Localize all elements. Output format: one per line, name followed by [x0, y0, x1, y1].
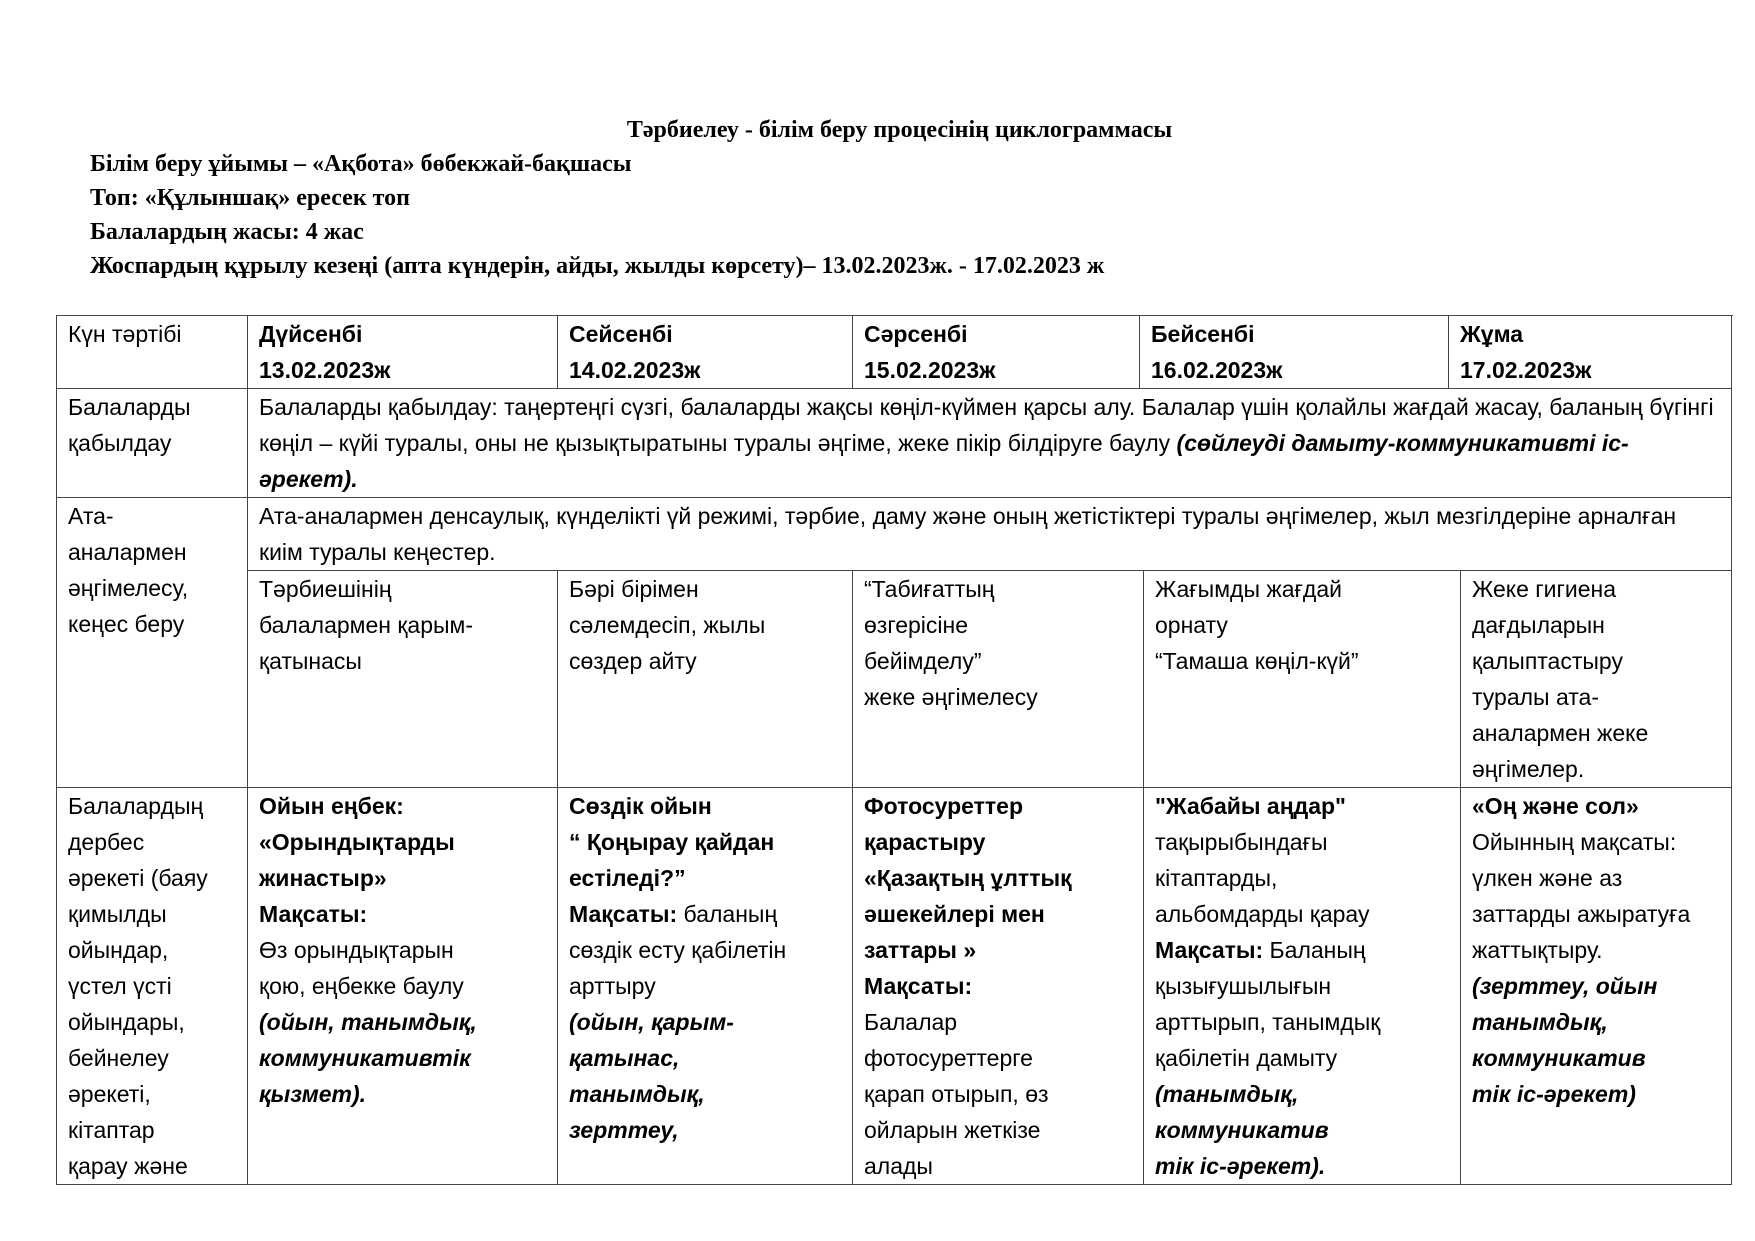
- activity-tuesday: [558, 788, 853, 1185]
- day-name: Сейсенбі: [569, 321, 673, 347]
- day-header-wednesday: [853, 316, 1140, 389]
- organization-line: Білім беру ұйымы – «Ақбота» бөбекжай-бақшасы: [90, 151, 632, 177]
- activity-type: (зерттеу, ойын танымдық, коммуникатив тік іс-әрекет): [1472, 973, 1658, 1107]
- activity-type: (танымдық, коммуникатив тік іс-әрекет).: [1155, 1081, 1329, 1179]
- activity-title: «Оң және сол»: [1472, 793, 1639, 819]
- parents-thursday: Жағымды жағдай орнату “Тамаша көңіл-күй”: [1144, 571, 1461, 788]
- row-label-parents: Ата- аналармен әңгімелесу, кеңес беру: [57, 498, 248, 788]
- activity-text: баланың сөздік есту қабілетін арттыру: [569, 901, 787, 999]
- group-line: Топ: «Құлыншақ» ересек топ: [90, 185, 410, 211]
- activity-goal-label: Мақсаты:: [1155, 937, 1264, 963]
- parents-friday: Жеке гигиена дағдыларын қалыптастыру туралы ата- аналармен жеке әңгімелер.: [1461, 571, 1732, 788]
- reception-text: Балаларды қабылдау: таңертеңгі сүзгі, балаларды жақсы көңіл-күймен қарсы алу. Балалар үшін қолайлы жағдай жасау, баланың бүгінгі көңіл – күйі туралы, оны не қызықтыратыны туралы әңгіме, жеке пікір білдіруге баулу: [259, 394, 1714, 456]
- day-name: Сәрсенбі: [864, 321, 968, 347]
- row-label-reception: Балаларды қабылдау: [57, 389, 248, 498]
- day-date: 15.02.2023ж: [864, 357, 996, 383]
- corner-label: Күн тәртібі: [57, 316, 248, 389]
- parents-tuesday: Бәрі бірімен сәлемдесіп, жылы сөздер айту: [558, 571, 853, 788]
- period-line: Жоспардың құрылу кезеңі (апта күндерін, айды, жылды көрсету)– 13.02.2023ж. - 17.02.2023 ж: [90, 253, 1105, 279]
- day-date: 13.02.2023ж: [259, 357, 391, 383]
- activity-title: Фотосуреттер қарастыру «Қазақтың ұлттық әшекейлері мен заттары » Мақсаты:: [864, 793, 1072, 999]
- day-date: 17.02.2023ж: [1460, 357, 1592, 383]
- activity-text: тақырыбындағы кітаптарды, альбомдарды қарау: [1155, 829, 1370, 927]
- activity-title: "Жабайы аңдар": [1155, 793, 1346, 819]
- activity-thursday: [1144, 788, 1461, 1185]
- activity-text: Баланың қызығушылығын арттырып, танымдық қабілетін дамыту: [1155, 937, 1381, 1071]
- activity-type: (ойын, танымдық, коммуникативтік қызмет).: [259, 1009, 477, 1107]
- activity-text: Балалар фотосуреттерге қарап отырып, өз ойларын жеткізе алады: [864, 1009, 1049, 1179]
- day-header-monday: [248, 316, 558, 389]
- day-date: 16.02.2023ж: [1151, 357, 1283, 383]
- activity-title: Ойын еңбек: «Орындықтарды жинастыр» Мақсаты:: [259, 793, 455, 927]
- activity-title: Сөздік ойын “ Қоңырау қайдан естіледі?” Мақсаты:: [569, 793, 775, 927]
- parents-wednesday: “Табиғаттың өзгерісіне бейімделу” жеке әңгімелесу: [853, 571, 1144, 788]
- activity-text: Өз орындықтарын қою, еңбекке баулу: [259, 937, 464, 999]
- activity-type: (ойын, қарым- қатынас, танымдық, зерттеу,: [569, 1009, 734, 1143]
- document-title: Тәрбиелеу - білім беру процесінің циклограммасы: [626, 117, 1173, 143]
- reception-cell: [248, 389, 1732, 498]
- parents-common-row: [57, 498, 1732, 571]
- day-date: 14.02.2023ж: [569, 357, 701, 383]
- activity-monday: [248, 788, 558, 1185]
- day-name: Дүйсенбі: [259, 321, 363, 347]
- day-name: Жұма: [1460, 321, 1524, 347]
- day-header-tuesday: [558, 316, 853, 389]
- parents-common-cell: Ата-аналармен денсаулық, күнделікті үй режимі, тәрбие, даму және оның жетістіктері туралы әңгімелер, жыл мезгілдеріне арналған киім туралы кеңестер.: [248, 498, 1732, 571]
- parents-days-row: [57, 571, 1732, 788]
- activity-row: [57, 788, 1732, 1185]
- row-label-activity: Балалардың дербес әрекеті (баяу қимылды ойындар, үстел үсті ойындары, бейнелеу әрекеті, кітаптар қарау және: [57, 788, 248, 1185]
- activity-friday: [1461, 788, 1732, 1185]
- age-line: Балалардың жасы: 4 жас: [90, 219, 364, 245]
- days-header-row: [57, 316, 1732, 389]
- day-name: Бейсенбі: [1151, 321, 1255, 347]
- day-header-thursday: [1140, 316, 1449, 389]
- cyclogram-table: [56, 315, 1732, 1185]
- activity-wednesday: [853, 788, 1144, 1185]
- reception-row: [57, 389, 1732, 498]
- day-header-friday: [1449, 316, 1732, 389]
- reception-activity: (сөйлеуді дамыту-коммуникативті іс-әрекет).: [259, 430, 1629, 492]
- parents-monday: Тәрбиешінің балалармен қарым- қатынасы: [248, 571, 558, 788]
- activity-text: Ойынның мақсаты: үлкен және аз заттарды ажыратуға жаттықтыру.: [1472, 829, 1691, 963]
